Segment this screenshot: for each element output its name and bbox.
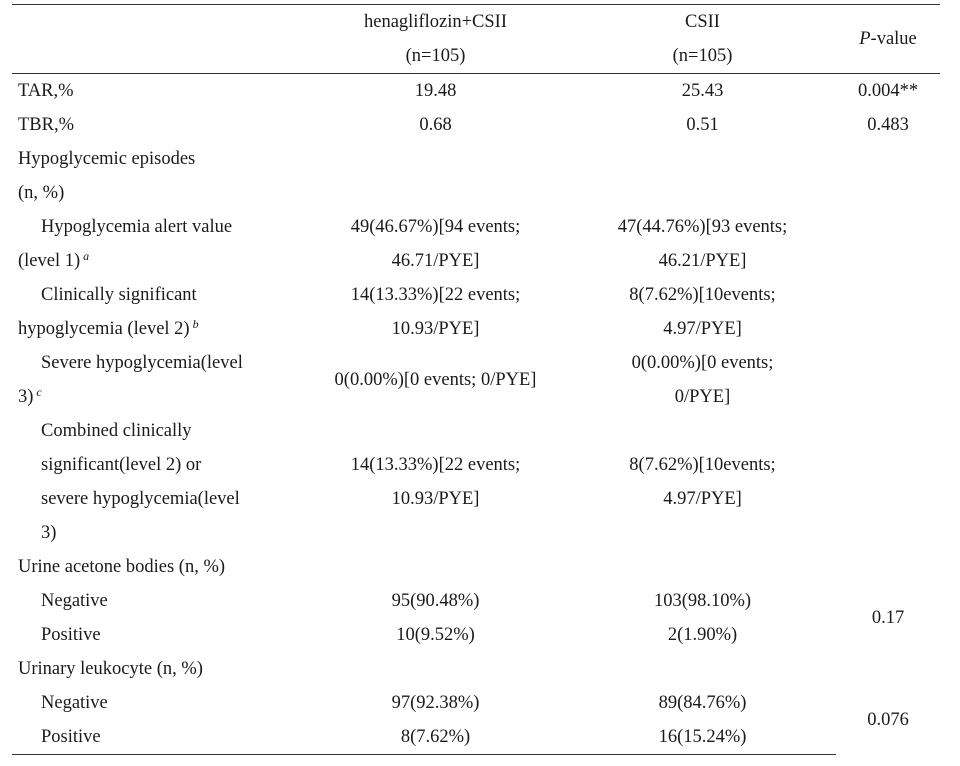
table-row xyxy=(12,414,940,448)
cell-severe-treatment: 0(0.00%)[0 events; 0/PYE] xyxy=(334,370,537,390)
severe-level-text: 3) xyxy=(18,387,34,407)
table-row xyxy=(12,176,940,210)
table-row xyxy=(12,686,940,720)
header-control-name: CSII xyxy=(685,12,720,32)
table-row xyxy=(12,108,940,142)
cell-alert-control-line1: 47(44.76%)[93 events; xyxy=(617,217,788,237)
cell-leukocyte-negative-treatment: 97(92.38%) xyxy=(391,693,480,713)
header-pvalue xyxy=(836,5,940,74)
table-row xyxy=(12,346,940,380)
cell-combined-control-line2: 4.97/PYE] xyxy=(663,489,742,509)
cell-alert-treatment-line1: 49(46.67%)[94 events; xyxy=(350,217,521,237)
table-header-row xyxy=(12,5,940,74)
header-p-italic: P xyxy=(859,29,871,49)
cell-tar-control: 25.43 xyxy=(681,81,724,101)
cell-acetone-positive-control: 2(1.90%) xyxy=(667,625,738,645)
cell-severe-control-line1: 0(0.00%)[0 events; xyxy=(631,353,774,373)
cell-tbr-pvalue: 0.483 xyxy=(867,115,909,135)
row-label-acetone-negative: Negative xyxy=(41,591,108,611)
header-p-rest: -value xyxy=(870,29,917,49)
cell-alert-control-line2: 46.21/PYE] xyxy=(658,251,747,271)
cell-tar-treatment: 19.48 xyxy=(414,81,457,101)
row-label-clinical-line1: Clinically significant xyxy=(41,285,197,305)
table-row xyxy=(12,448,940,482)
cell-clinical-treatment-line2: 10.93/PYE] xyxy=(391,319,480,339)
table-row xyxy=(12,74,940,109)
table-row xyxy=(12,482,940,516)
table-row xyxy=(12,210,940,244)
row-label-leukocyte-negative: Negative xyxy=(41,693,108,713)
cell-acetone-negative-control: 103(98.10%) xyxy=(653,591,752,611)
header-treatment-group xyxy=(302,5,569,74)
row-label-tbr: TBR,% xyxy=(18,115,75,135)
row-label-combined-line2: significant(level 2) or xyxy=(41,455,202,475)
table-row xyxy=(12,618,940,652)
footnote-marker-c: c xyxy=(36,385,42,399)
header-empty-cell xyxy=(12,5,302,74)
cell-tbr-control: 0.51 xyxy=(686,115,719,135)
section-label-acetone: Urine acetone bodies (n, %) xyxy=(18,557,226,577)
row-label-severe-line2 xyxy=(12,380,302,414)
row-label-combined-line3: severe hypoglycemia(level xyxy=(41,489,240,509)
results-table xyxy=(12,4,940,755)
cell-clinical-control-line1: 8(7.62%)[10events; xyxy=(629,285,776,305)
table-row xyxy=(12,652,940,686)
section-label-hypoglycemic: Hypoglycemic episodes xyxy=(18,149,196,169)
cell-combined-treatment-line1: 14(13.33%)[22 events; xyxy=(350,455,521,475)
table-row xyxy=(12,142,940,176)
row-label-combined-line1: Combined clinically xyxy=(41,421,192,441)
footnote-marker-b: b xyxy=(192,317,199,331)
cell-severe-control-line2: 0/PYE] xyxy=(674,387,731,407)
row-label-leukocyte-positive: Positive xyxy=(12,720,302,755)
table-row xyxy=(12,312,940,346)
cell-acetone-pvalue: 0.17 xyxy=(871,608,905,628)
row-label-clinical-line2 xyxy=(12,312,302,346)
table-row xyxy=(12,720,940,755)
cell-leukocyte-positive-treatment: 8(7.62%) xyxy=(302,720,569,755)
cell-leukocyte-negative-control: 89(84.76%) xyxy=(658,693,747,713)
section-label-leukocyte: Urinary leukocyte (n, %) xyxy=(18,659,203,679)
cell-clinical-control-line2: 4.97/PYE] xyxy=(663,319,742,339)
clinical-level-text: hypoglycemia (level 2) xyxy=(18,319,190,339)
row-label-combined-line4: 3) xyxy=(41,523,57,543)
footnote-marker-a: a xyxy=(83,249,90,263)
cell-acetone-negative-treatment: 95(90.48%) xyxy=(391,591,480,611)
cell-combined-control-line1: 8(7.62%)[10events; xyxy=(629,455,776,475)
row-label-alert-line2 xyxy=(12,244,302,278)
cell-clinical-treatment-line1: 14(13.33%)[22 events; xyxy=(350,285,521,305)
header-control-group xyxy=(569,5,836,74)
cell-leukocyte-pvalue: 0.076 xyxy=(867,710,909,731)
table-row xyxy=(12,584,940,618)
cell-tar-pvalue: 0.004** xyxy=(857,81,919,101)
table-row xyxy=(12,550,940,584)
cell-acetone-positive-treatment: 10(9.52%) xyxy=(396,625,475,645)
cell-alert-treatment-line2: 46.71/PYE] xyxy=(391,251,480,271)
cell-combined-treatment-line2: 10.93/PYE] xyxy=(391,489,480,509)
row-label-severe-line1: Severe hypoglycemia(level xyxy=(41,353,243,373)
cell-tbr-treatment: 0.68 xyxy=(419,115,452,135)
table-row xyxy=(12,516,940,550)
cell-leukocyte-positive-control: 16(15.24%) xyxy=(569,720,836,755)
header-treatment-n: (n=105) xyxy=(405,46,466,66)
row-label-acetone-positive: Positive xyxy=(41,625,101,645)
alert-level-text: (level 1) xyxy=(18,251,81,271)
row-label-alert-line1: Hypoglycemia alert value xyxy=(41,217,233,237)
table-row xyxy=(12,278,940,312)
header-treatment-name: henagliflozin+CSII xyxy=(364,12,507,32)
table-row xyxy=(12,244,940,278)
row-label-tar: TAR,% xyxy=(18,81,74,101)
header-control-n: (n=105) xyxy=(672,46,733,66)
section-label-hypoglycemic-unit: (n, %) xyxy=(18,183,65,203)
